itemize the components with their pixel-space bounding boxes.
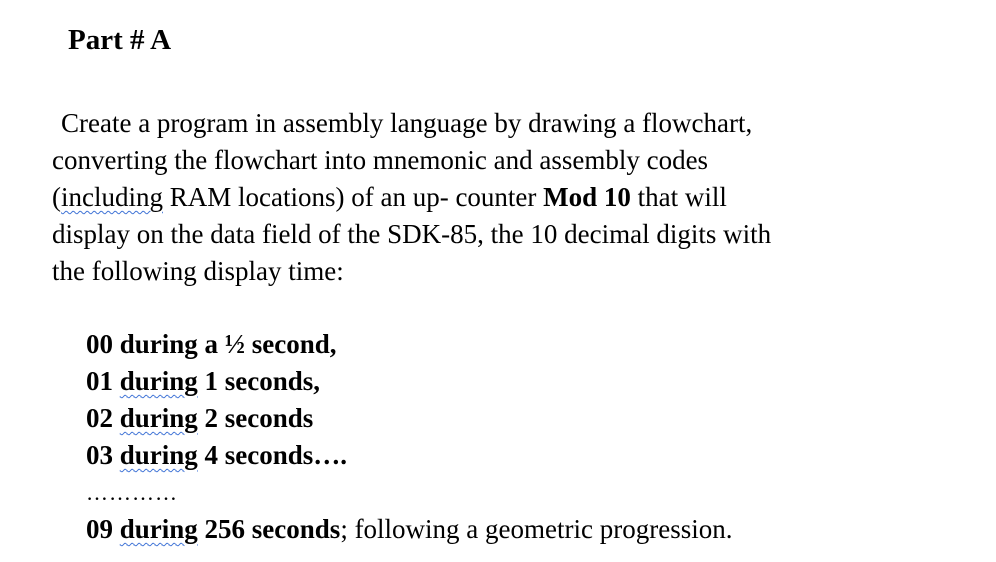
spellcheck-word-including: including	[61, 182, 163, 212]
ellipsis-line: …………	[86, 480, 178, 505]
paragraph-line-3	[52, 179, 952, 216]
digit-label: 09	[86, 514, 120, 544]
paragraph-line-2: converting the flowchart into mnemonic and assembly codes	[52, 145, 709, 175]
during-word: during	[119, 514, 198, 544]
duration-text: 256 seconds	[197, 514, 341, 544]
paragraph-line-3-end: that will	[630, 182, 727, 212]
paragraph-line-1: Create a program in assembly language by drawing a flowchart,	[61, 108, 753, 138]
list-item	[86, 400, 732, 437]
paragraph-line-3-text: RAM locations) of an up- counter	[163, 182, 544, 212]
during-word: during	[119, 366, 198, 396]
digit-label: 03	[86, 440, 120, 470]
mod-10-text: Mod 10	[543, 182, 631, 212]
digit-label: 00	[86, 329, 120, 359]
paragraph-line-4: display on the data field of the SDK-85, the 10 decimal digits with	[52, 219, 772, 249]
digit-label: 02	[86, 403, 120, 433]
digit-label: 01	[86, 366, 120, 396]
during-word: during	[119, 329, 198, 359]
duration-text: 2 seconds	[197, 403, 314, 433]
during-word: during	[119, 440, 198, 470]
open-paren: (	[52, 182, 61, 212]
duration-text: a ½ second,	[197, 329, 337, 359]
list-item-last	[86, 511, 732, 548]
duration-text: 1 seconds,	[197, 366, 321, 396]
list-item	[86, 437, 732, 474]
instruction-paragraph	[52, 105, 952, 290]
list-item	[86, 326, 732, 363]
paragraph-line-5: the following display time:	[52, 256, 344, 286]
display-time-list	[86, 326, 732, 548]
during-word: during	[119, 403, 198, 433]
duration-text: 4 seconds….	[197, 440, 348, 470]
progression-text: ; following a geometric progression.	[340, 514, 733, 544]
part-heading: Part # A	[68, 24, 172, 56]
list-item	[86, 363, 732, 400]
